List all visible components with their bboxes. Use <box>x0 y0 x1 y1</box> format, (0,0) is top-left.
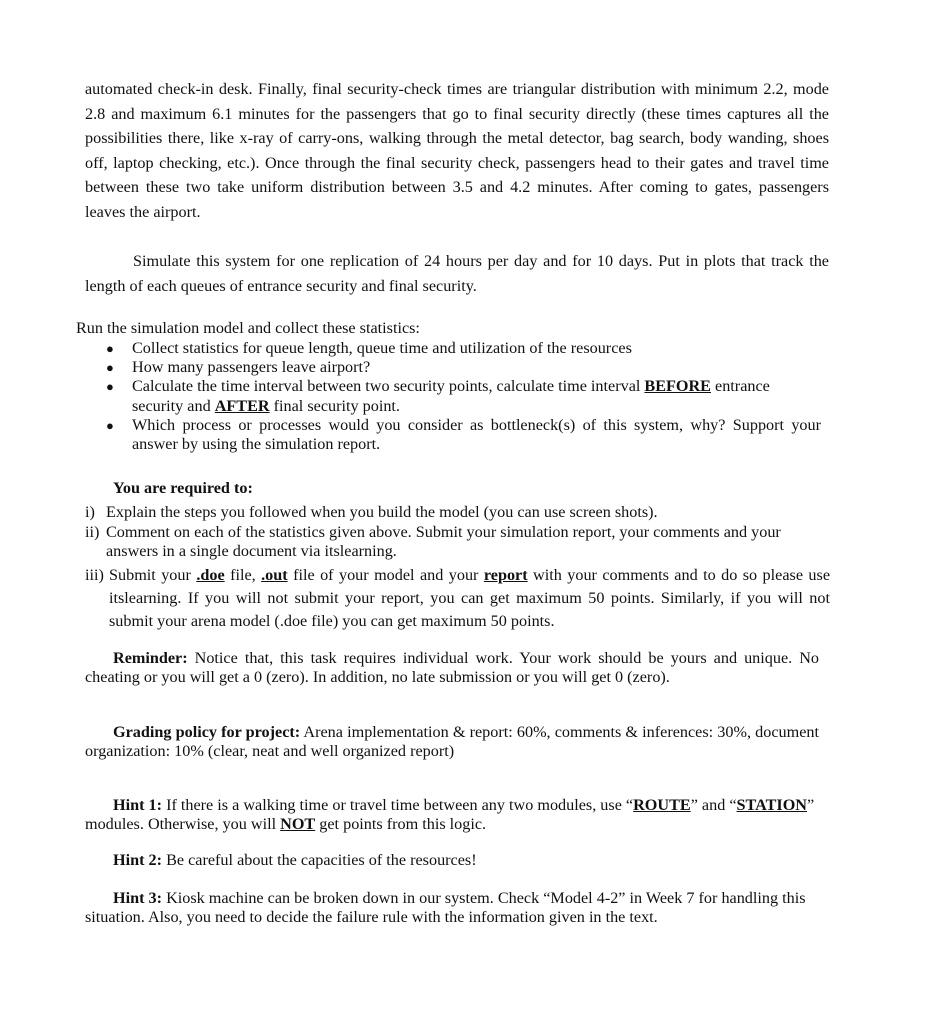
bullet-icon: ● <box>106 360 114 376</box>
statistics-intro: Run the simulation model and collect these statistics: <box>76 319 420 337</box>
hint-label: Hint 2: <box>113 851 163 869</box>
reminder-label: Reminder: <box>113 649 188 667</box>
hint-text: Be careful about the capacities of the resources! <box>162 851 477 869</box>
bullet-icon: ● <box>106 417 114 433</box>
list-item <box>76 358 821 377</box>
requirement-number: i) <box>85 503 95 521</box>
paragraph-security-times: automated check-in desk. Finally, final security-check times are triangular distribution with minimum 2.2, mode 2.8 and maximum 6.1 minutes for the passengers that go to final security directly (these times captures all the possibilities there, like x-ray of carry-ons, walking through the metal detector, bag search, body wanding, shoes off, laptop checking, etc.). Once through the final security check, passengers head to their gates and travel time between these two take uniform distribution between 3.5 and 4.2 minutes. After coming to gates, passengers leaves the airport. <box>85 80 829 221</box>
paragraph-simulate-system: Simulate this system for one replication of 24 hours per day and for 10 days. Put in plots that track the length of each queues of entrance security and final security. <box>85 252 829 295</box>
grading-policy-paragraph <box>85 723 819 760</box>
route-keyword: ROUTE <box>633 796 691 814</box>
statistic-item-interval-text: final security point. <box>269 396 400 415</box>
requirement-text: Explain the steps you followed when you build the model (you can use screen shots). <box>106 503 658 521</box>
list-item <box>76 339 821 358</box>
requirements-title: You are required to: <box>113 479 253 497</box>
hint-label: Hint 3: <box>113 889 163 907</box>
hint-text: If there is a walking time or travel time between any two modules, use “ <box>162 796 634 814</box>
doe-file-keyword: .doe <box>196 566 225 584</box>
out-file-keyword: .out <box>261 566 288 584</box>
reminder-text: Notice that, this task requires individual work. Your work should be yours and unique. No cheating or you will get a 0 (zero). In addition, no late submission or you will get 0 (zero). <box>85 649 819 686</box>
grading-text: Arena implementation & report: 60%, comments & inferences: 30%, document organization: 10% (clear, neat and well organized report) <box>85 723 819 760</box>
requirement-number: iii) <box>85 566 104 584</box>
hint-1-paragraph <box>85 796 819 833</box>
not-keyword: NOT <box>280 814 316 833</box>
statistic-item-interval-text: Calculate the time interval between two security points, calculate time interval <box>132 377 645 396</box>
statistic-item-bottleneck: Which process or processes would you consider as bottleneck(s) of this system, why? Support your answer by using the simulation report. <box>132 415 821 454</box>
requirement-number: ii) <box>85 523 100 541</box>
hint-label: Hint 1: <box>113 796 163 814</box>
requirement-text: Submit your <box>109 566 197 584</box>
hint-text: get points from this logic. <box>315 814 487 833</box>
requirement-text: with your comments and to do so please use itslearning. If you will not submit your report, you can get maximum 50 points. Similarly, if you will not submit your arena model (.doe file) you can get maximum 50 points. <box>109 566 831 630</box>
list-item <box>85 501 830 523</box>
statistics-list <box>76 339 821 454</box>
hint-text: ” modules. Otherwise, you will <box>85 796 815 833</box>
station-keyword: STATION <box>736 796 807 814</box>
reminder-paragraph <box>85 649 819 686</box>
bullet-icon: ● <box>106 341 114 356</box>
requirement-text: file of your model and your <box>287 566 484 584</box>
requirements-list <box>85 501 830 633</box>
list-item <box>85 564 830 633</box>
requirement-text: file, <box>224 566 262 584</box>
statistic-item-queue: Collect statistics for queue length, queue time and utilization of the resources <box>132 339 632 357</box>
hint-text: Kiosk machine can be broken down in our system. Check “Model 4-2” in Week 7 for handling this situation. Also, you need to decide the failure rule with the information given in the text. <box>85 889 806 926</box>
bullet-icon: ● <box>106 379 114 395</box>
before-keyword: BEFORE <box>644 377 711 396</box>
hint-3-paragraph <box>85 889 819 926</box>
hint-2-paragraph <box>85 851 819 870</box>
report-keyword: report <box>483 566 528 584</box>
statistic-item-interval-text: entrance security and <box>132 377 770 415</box>
after-keyword: AFTER <box>214 396 270 415</box>
list-item <box>76 416 821 454</box>
hint-text: ” and “ <box>690 796 737 814</box>
requirement-text: Comment on each of the statistics given above. Submit your simulation report, your comments and your answers in a single document via itslearning. <box>106 523 781 560</box>
list-item <box>76 377 821 415</box>
list-item <box>85 523 830 560</box>
grading-label: Grading policy for project: <box>113 723 301 741</box>
statistic-item-passengers: How many passengers leave airport? <box>132 358 371 377</box>
